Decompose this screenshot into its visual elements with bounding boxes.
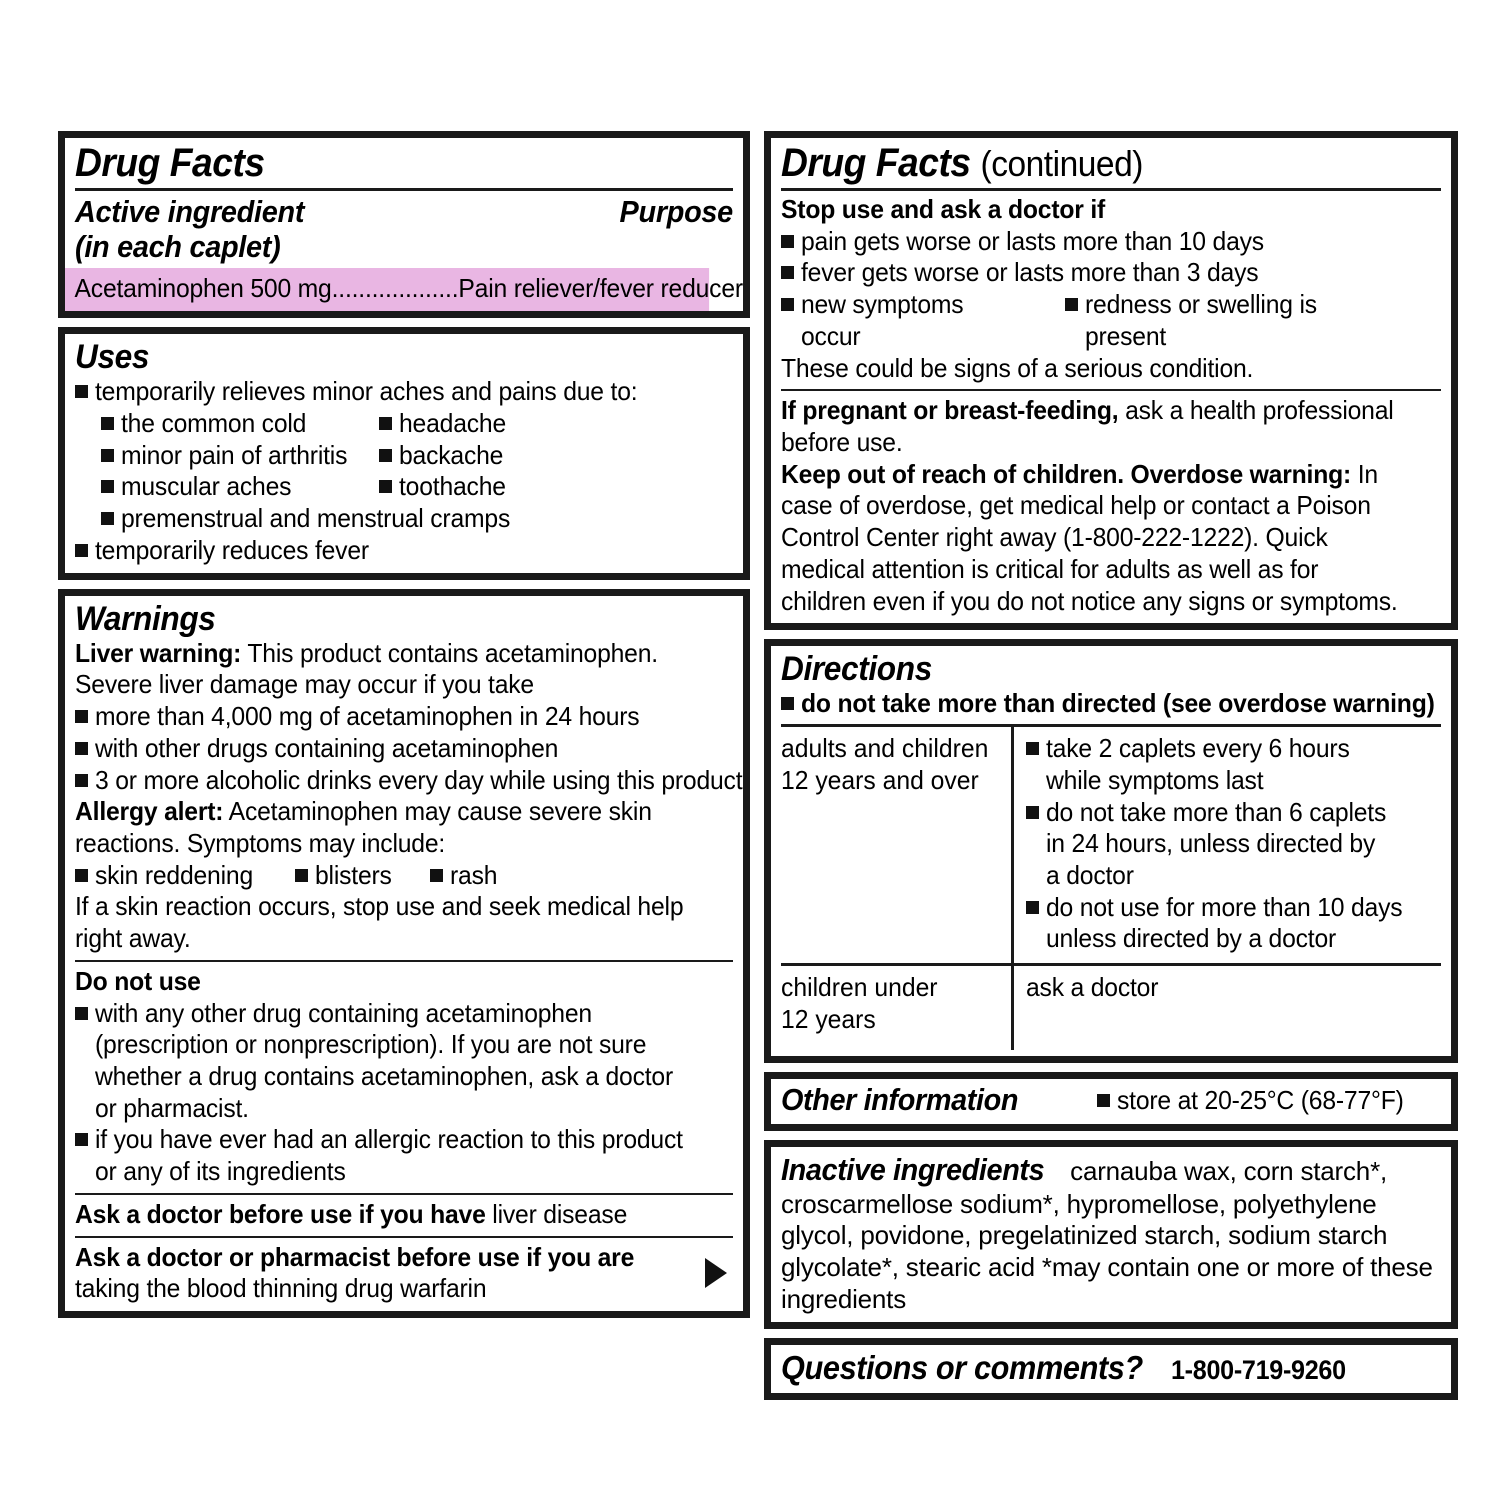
pregnancy-label: If pregnant or breast-feeding, (781, 395, 1119, 426)
square-bullet-icon (75, 710, 88, 723)
active-ingredient-sublabel: (in each caplet) (75, 229, 281, 265)
warnings-title: Warnings (75, 599, 216, 638)
list-item (781, 257, 1441, 289)
square-bullet-icon (101, 417, 114, 430)
allergy-alert-text: Acetaminophen may cause severe skin reactions. Symptoms may include: (75, 796, 652, 858)
overdose-warning (781, 459, 1408, 618)
panel-other-information (764, 1072, 1458, 1131)
dosing-age-line2: 12 years (781, 1003, 876, 1034)
page-title: Drug Facts (75, 141, 265, 185)
active-ingredient-header (75, 194, 733, 264)
panel-warnings (58, 589, 750, 1318)
panel-directions (764, 639, 1458, 1063)
other-information-bullet-text: store at 20-25°C (68-77°F) (1117, 1084, 1404, 1115)
allergy-symptom-text: blisters (315, 859, 393, 890)
ask-pharmacist-line (75, 1242, 733, 1305)
divider (781, 188, 1441, 191)
dosing-line: while symptoms last (1046, 764, 1264, 795)
uses-title: Uses (75, 338, 150, 377)
square-bullet-icon (1097, 1094, 1110, 1107)
liver-warning-text: This product contains acetaminophen. Severe liver damage may occur if you take (75, 637, 658, 700)
panel-warnings-continued (764, 131, 1458, 630)
ask-doctor-line (75, 1199, 700, 1231)
divider (781, 389, 1441, 391)
list-item (75, 860, 261, 892)
pregnancy-text: ask a health professional before use. (781, 395, 1394, 458)
questions-title: Questions or comments? (781, 1348, 1143, 1386)
dosing-age-line1: adults and children (781, 733, 989, 764)
stop-use-pair-row (781, 289, 1441, 352)
continued-label: (continued) (980, 143, 1143, 184)
dosing-line: do not use for more than 10 days (1046, 891, 1403, 922)
dosing-age-line1: children under (781, 972, 938, 1003)
divider (75, 188, 733, 191)
square-bullet-icon (379, 449, 392, 462)
liver-warning-label: Liver warning: (75, 637, 242, 668)
uses-pair-row (75, 440, 733, 472)
dosing-instruction-text: ask a doctor (1026, 972, 1159, 1003)
ask-doctor-text: liver disease (485, 1198, 628, 1229)
right-column (757, 131, 1458, 1386)
dosing-table (781, 724, 1441, 1050)
page-title-continued (781, 142, 1395, 184)
uses-item-text: backache (399, 439, 504, 470)
list-item (75, 998, 733, 1125)
list-item (75, 535, 733, 567)
list-item (101, 440, 379, 472)
square-bullet-icon (75, 774, 88, 787)
other-information-bullet (1097, 1085, 1419, 1117)
purpose-label: Purpose (619, 194, 733, 229)
panel-inactive-ingredients (764, 1140, 1458, 1329)
square-bullet-icon (781, 235, 794, 248)
square-bullet-icon (1026, 742, 1039, 755)
dosing-age-cell (781, 727, 1014, 963)
square-bullet-icon (101, 480, 114, 493)
list-item (379, 440, 509, 472)
inactive-ingredients-title: Inactive ingredients (781, 1151, 1045, 1187)
overdose-label: Keep out of reach of children. Overdose warning: (781, 458, 1352, 489)
uses-item-text: minor pain of arthritis (121, 439, 348, 470)
dosing-instruction-text (1046, 733, 1350, 796)
dosing-line: do not take more than 6 caplets (1046, 796, 1387, 827)
other-information-title: Other information (781, 1082, 1019, 1118)
uses-item-text: muscular aches (121, 471, 292, 502)
uses-item-text: toothache (399, 471, 506, 502)
uses-item-text: headache (399, 408, 506, 439)
list-item (781, 226, 1441, 258)
other-information-row (781, 1083, 1441, 1118)
square-bullet-icon (75, 869, 88, 882)
table-row (781, 727, 1441, 963)
list-item (75, 1124, 733, 1187)
panel-uses (58, 327, 750, 579)
list-item (379, 408, 512, 440)
panel-active-ingredient (58, 131, 750, 318)
list-item (101, 408, 379, 440)
uses-pair-row (75, 471, 733, 503)
stop-use-text: fever gets worse or lasts more than 3 days (801, 257, 1259, 288)
uses-item-text: temporarily reduces fever (95, 534, 369, 565)
uses-item-text: the common cold (121, 408, 307, 439)
dosing-age-cell (781, 966, 1014, 1050)
allergy-alert-label: Allergy alert: (75, 796, 224, 827)
table-row (781, 963, 1441, 1050)
dosing-line: unless directed by a doctor (1046, 923, 1337, 954)
divider (75, 1236, 733, 1238)
uses-lead-bullet (75, 376, 733, 408)
square-bullet-icon (430, 869, 443, 882)
allergy-alert (75, 796, 700, 859)
liver-bullet-text: more than 4,000 mg of acetaminophen in 24 hours (95, 701, 640, 732)
list-item (430, 860, 500, 892)
dosing-age-line2: 12 years and over (781, 764, 979, 795)
page-title-text: Drug Facts (781, 141, 971, 185)
inactive-ingredients-text: carnauba wax, corn starch*, croscarmellose sodium*, hypromellose, polyethylene glycol, povidone, pregelatinized starch, sodium starch glycolate*, stearic acid *may contain one or more of these ingredients (781, 1155, 1433, 1314)
stop-use-text: pain gets worse or lasts more than 10 days (801, 225, 1264, 256)
liver-warning (75, 638, 700, 701)
list-item (101, 471, 379, 503)
stop-use-text: redness or swelling is present (1085, 289, 1317, 351)
square-bullet-icon (101, 449, 114, 462)
directions-top-bullet (781, 688, 1441, 720)
ask-pharmacist-text-block (75, 1242, 645, 1305)
do-not-use-text: with any other drug containing acetaminophen (prescription or nonprescription). If you are not sure whether a drug contains acetaminophen, ask a doctor or pharmacist. (95, 997, 673, 1123)
allergy-symptom-text: skin reddening (95, 859, 254, 890)
allergy-symptom-text: rash (450, 859, 498, 890)
liver-bullet-text: 3 or more alcoholic drinks every day while using this product (95, 764, 743, 795)
dosing-instruction-text (1046, 892, 1402, 955)
divider (75, 1193, 733, 1195)
square-bullet-icon (295, 869, 308, 882)
list-item (1026, 797, 1441, 892)
dosing-line: in 24 hours, unless directed by (1046, 828, 1376, 859)
square-bullet-icon (75, 1133, 88, 1146)
uses-item-text: premenstrual and menstrual cramps (121, 503, 511, 534)
uses-pair-row (75, 408, 733, 440)
stop-use-closing: These could be signs of a serious condition. (781, 352, 1254, 383)
square-bullet-icon (101, 512, 114, 525)
dosing-line: a doctor (1046, 860, 1134, 891)
square-bullet-icon (75, 1007, 88, 1020)
square-bullet-icon (75, 742, 88, 755)
list-item (295, 860, 396, 892)
divider (75, 960, 733, 962)
list-item (75, 701, 733, 733)
directions-top-bullet-text: do not take more than directed (see overdose warning) (801, 688, 1435, 719)
liver-bullet-text: with other drugs containing acetaminophen (95, 732, 559, 763)
inactive-ingredients-block (781, 1151, 1441, 1316)
stop-use-text: new symptoms occur (801, 289, 964, 351)
list-item (781, 289, 1031, 352)
allergy-symptom-row (75, 860, 733, 892)
square-bullet-icon (781, 298, 794, 311)
dosing-instruction-cell (1014, 966, 1441, 1050)
list-item (1065, 289, 1407, 352)
pregnancy-warning (781, 395, 1408, 458)
ask-doctor-label: Ask a doctor before use if you have (75, 1198, 486, 1229)
square-bullet-icon (781, 697, 794, 710)
square-bullet-icon (75, 385, 88, 398)
square-bullet-icon (379, 480, 392, 493)
allergy-followup: If a skin reaction occurs, stop use and seek medical help right away. (75, 891, 684, 954)
active-ingredient-label: Active ingredient (75, 194, 305, 229)
square-bullet-icon (781, 266, 794, 279)
uses-lead-text: temporarily relieves minor aches and pains due to: (95, 376, 638, 407)
square-bullet-icon (1026, 901, 1039, 914)
overdose-text: In case of overdose, get medical help or contact a Poison Control Center right away (1-800-222-1222). Quick medical attention is critical for adults as well as for children even if you do not notice any signs or symptoms. (781, 458, 1398, 616)
square-bullet-icon (1065, 298, 1078, 311)
left-column (58, 131, 757, 1367)
questions-phone[interactable]: 1-800-719-9260 (1171, 1354, 1346, 1385)
ask-pharmacist-label: Ask a doctor or pharmacist before use if you are (75, 1241, 635, 1272)
dosing-instruction-text (1046, 797, 1386, 892)
list-item (75, 733, 733, 765)
ask-pharmacist-text: taking the blood thinning drug warfarin (75, 1273, 487, 1304)
list-item (379, 471, 511, 503)
right-triangle-arrow-icon (705, 1258, 727, 1288)
dosing-line: take 2 caplets every 6 hours (1046, 733, 1350, 764)
list-item (1026, 892, 1441, 955)
square-bullet-icon (379, 417, 392, 430)
panel-questions (764, 1338, 1458, 1400)
list-item (101, 503, 733, 535)
list-item (1026, 733, 1441, 796)
dosing-instruction-cell (1014, 727, 1441, 963)
active-ingredient-value: Acetaminophen 500 mg...................Pain reliever/fever reducer (65, 268, 709, 311)
do-not-use-title: Do not use (75, 965, 201, 996)
directions-title: Directions (781, 650, 932, 689)
questions-row (781, 1349, 1441, 1387)
drug-facts-label (58, 131, 1444, 1386)
do-not-use-text: if you have ever had an allergic reaction to this product or any of its ingredients (95, 1124, 683, 1187)
square-bullet-icon (75, 544, 88, 557)
stop-use-title: Stop use and ask a doctor if (781, 194, 1106, 224)
square-bullet-icon (1026, 806, 1039, 819)
list-item (75, 764, 743, 797)
